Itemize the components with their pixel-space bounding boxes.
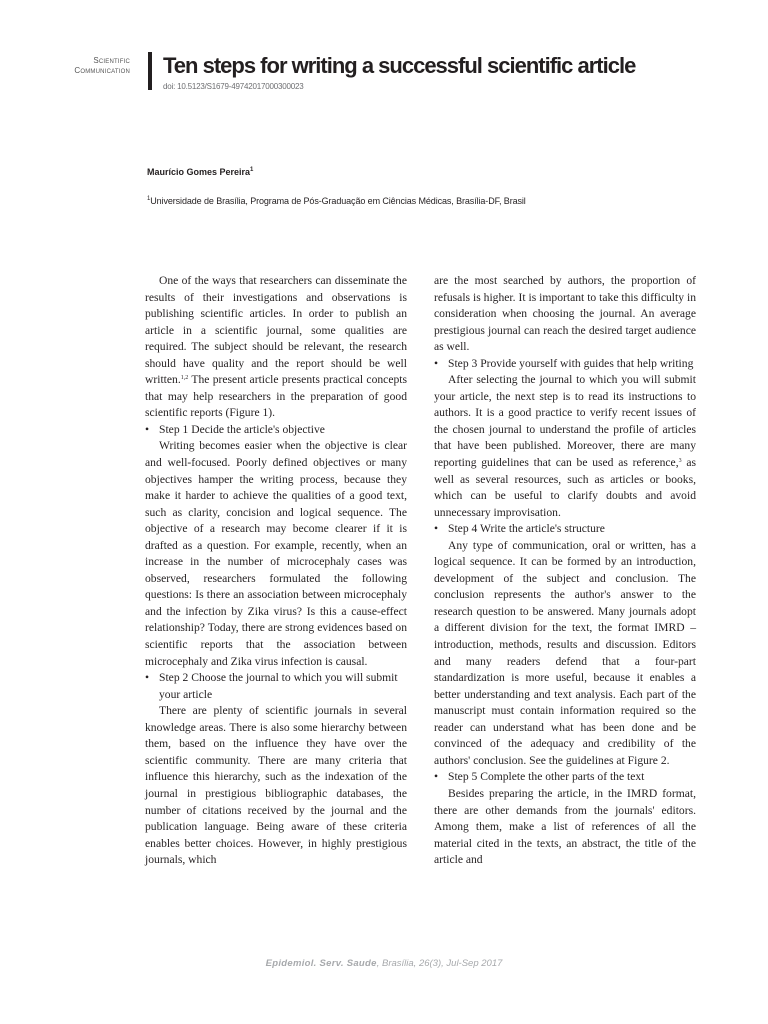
step3-text: After selecting the journal to which you will submit your article, the next step is to read its instructions to authors. It is a good practice to verify recent issues of the chosen journal to understand the profile of articles that have been published. Moreover, there are many reporting guidelines that can be used as reference,	[434, 373, 696, 470]
affiliation-text: Universidade de Brasília, Programa de Pós-Graduação em Ciências Médicas, Brasília-DF, Brasil	[150, 196, 526, 206]
affiliation-line	[147, 196, 526, 206]
intro-text-end: The present article presents practical concepts that may help researchers in the preparation of good scientific reports (Figure 1).	[145, 373, 407, 420]
author-name: Maurício Gomes Pereira	[147, 167, 251, 177]
section-tag	[60, 56, 130, 76]
step3-paragraph	[434, 372, 696, 521]
step4-heading	[434, 521, 696, 538]
body-column-right	[434, 273, 696, 869]
title-bar-divider	[148, 52, 152, 90]
step3-text-end: as well as several resources, such as articles or books, which can be useful to clarify doubts and avoid unnecessary improvisation.	[434, 456, 696, 519]
step2-paragraph: There are plenty of scientific journals in several knowledge areas. There is also some hierarchy between them, based on the influence they have over the scientific community. There are many criteria that influence this hierarchy, such as the indexation of the journal in prestigious bibliographic databases, the number of citations received by the journal and the publication language. Being aware of these criteria enables better choices. However, in highly prestigious journals, which	[145, 704, 407, 867]
section-tag-line1: Scientific	[93, 56, 130, 65]
body-column-left	[145, 273, 407, 869]
step4-title: Step 4 Write the article's structure	[448, 522, 605, 536]
step1-title: Step 1 Decide the article's objective	[159, 422, 325, 436]
page-footer	[0, 958, 768, 969]
intro-text: One of the ways that researchers can disseminate the results of their investigations and observations is publishing scientific articles. In order to publish an article in a scientific journal, some qualities are required. The subject should be relevant, the research should have quality and the report should be well written.	[145, 274, 407, 387]
bullet-icon: •	[145, 671, 150, 685]
step5-paragraph: Besides preparing the article, in the IMRD format, there are other demands from the journals' editors. Among them, make a list of references of all the material cited in the texts, an abstract, the title of the article and	[434, 786, 696, 867]
step4-paragraph: Any type of communication, oral or written, has a logical sequence. It can be formed by an introduction, development of the subject and conclusion. The conclusion represents the author's answer to the research question to be answered. Many journals adopt a different division for the text, the format IMRD – introduction, methods, results and discussion. Editors and many readers defend that a four-part standardization is more useful, because it enables a better understanding and text analysis. Each part of the manuscript must contain information required so the reader can understand what has been done and be convinced of the adequacy and credibility of the authors' conclusion. See the guidelines at Figure 2.	[434, 538, 696, 767]
footer-journal-name: Epidemiol. Serv. Saude	[265, 958, 377, 969]
bullet-icon: •	[434, 770, 439, 784]
step3-title: Step 3 Provide yourself with guides that help writing	[448, 356, 694, 370]
intro-paragraph	[145, 273, 407, 422]
bullet-icon: •	[145, 422, 150, 436]
step5-heading	[434, 769, 696, 786]
section-tag-line2: Communication	[74, 66, 130, 75]
step5-title: Step 5 Complete the other parts of the text	[448, 770, 645, 784]
bullet-icon: •	[434, 522, 439, 536]
affiliation-marker: 1	[147, 196, 151, 202]
step3-heading	[434, 356, 696, 373]
author-affiliation-marker: 1	[250, 167, 254, 173]
step3-citation[interactable]: 3	[678, 458, 682, 465]
article-title: Ten steps for writing a successful scientific article	[163, 53, 636, 78]
doi-link[interactable]: doi: 10.5123/S1679-49742017000300023	[163, 82, 304, 91]
author-line	[147, 167, 253, 177]
step1-heading	[145, 422, 407, 439]
footer-citation: , Brasília, 26(3), Jul-Sep 2017	[376, 958, 503, 969]
step2-title: Step 2 Choose the journal to which you will submit your article	[159, 671, 398, 701]
step1-paragraph: Writing becomes easier when the objective is clear and well-focused. Poorly defined objectives or many objectives hamper the writing process, because they make it harder to achieve the qualities of a good text, such as clarity, concision and logical sequence. The objective of a research may become clearer if it is drafted as a question. For example, recently, when an increase in the number of microcephaly cases was observed, researchers formulated the following questions: Is there an association between microcephaly and the infection by Zika virus? Is this a cause-effect relationship? Today, there are strong evidences based on scientific reports that the association between microcephaly and Zika virus infection is causal.	[145, 439, 407, 668]
intro-citation[interactable]: 1,2	[180, 375, 189, 382]
bullet-icon: •	[434, 356, 439, 370]
step2-paragraph-continued: are the most searched by authors, the proportion of refusals is higher. It is important to take this difficulty in consideration when choosing the journal. An average prestigious journal can reach the desired target audience as well.	[434, 274, 696, 354]
step2-heading	[145, 670, 407, 703]
